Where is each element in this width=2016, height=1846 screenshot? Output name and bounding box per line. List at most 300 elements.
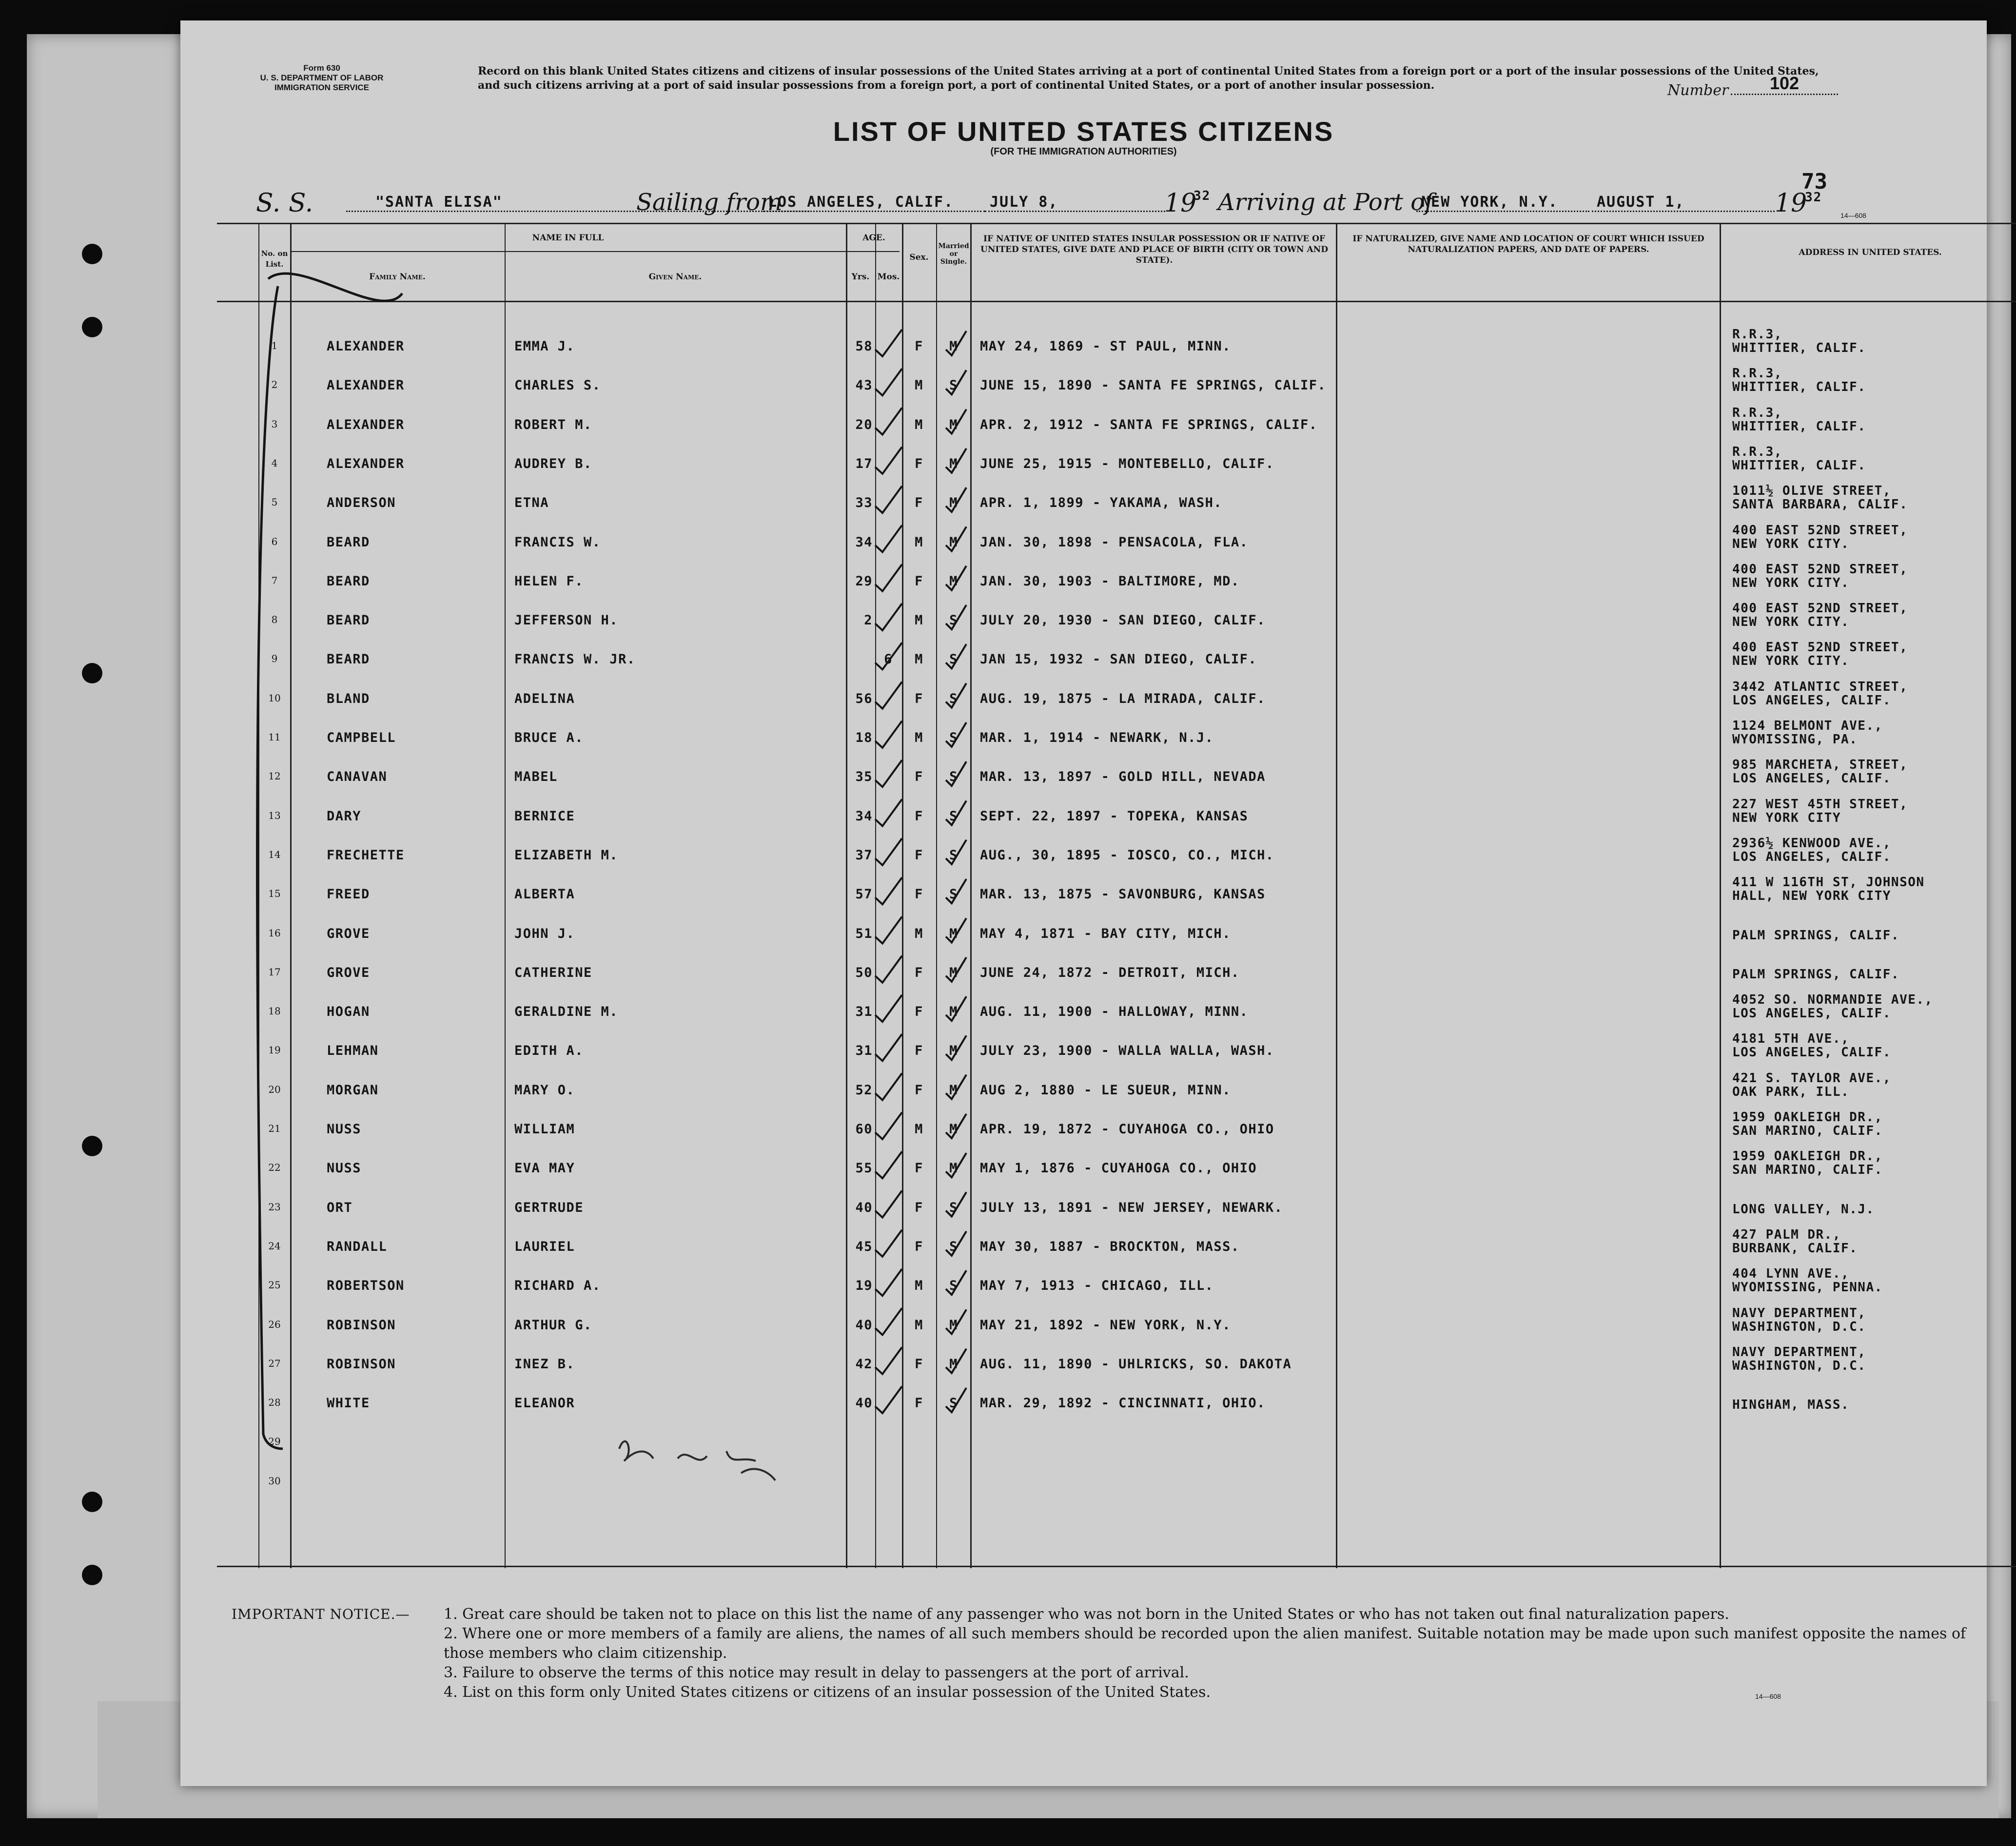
cell-yrs: 52 bbox=[855, 1082, 873, 1098]
cell-address-line1: 411 W 116TH ST, JOHNSON bbox=[1732, 875, 1925, 890]
cell-family: ALEXANDER bbox=[327, 417, 405, 432]
cell-ms: S bbox=[949, 769, 958, 785]
cell-family: RANDALL bbox=[327, 1239, 388, 1254]
header-yrs: Yrs. bbox=[851, 272, 870, 282]
check-mark bbox=[946, 1310, 966, 1334]
number-value: 102 bbox=[1731, 73, 1838, 95]
cell-yrs: 31 bbox=[855, 1043, 873, 1059]
header-name-in-full: NAME IN FULL bbox=[532, 233, 604, 243]
cell-ms: M bbox=[949, 926, 958, 941]
cell-yrs: 40 bbox=[855, 1396, 873, 1411]
cell-yrs: 40 bbox=[855, 1317, 873, 1333]
cell-address-line2: WHITTIER, CALIF. bbox=[1732, 380, 1866, 395]
cell-address-line1: 4052 SO. NORMANDIE AVE., bbox=[1732, 992, 1933, 1008]
cell-given: AUDREY B. bbox=[514, 456, 592, 471]
check-mark bbox=[875, 799, 902, 826]
cell-given: GERALDINE M. bbox=[514, 1004, 619, 1020]
cell-family: FRECHETTE bbox=[327, 847, 405, 863]
check-mark bbox=[946, 331, 966, 355]
cell-address-line1: R.R.3, bbox=[1732, 327, 1782, 342]
check-mark bbox=[875, 956, 902, 983]
sailing-label: Sailing from bbox=[636, 189, 783, 216]
check-mark bbox=[946, 1035, 966, 1060]
check-mark bbox=[875, 642, 902, 669]
check-mark bbox=[875, 838, 902, 865]
cell-yrs: 35 bbox=[855, 769, 873, 785]
row-number: 25 bbox=[268, 1279, 281, 1291]
check-mark bbox=[946, 761, 966, 786]
row-number: 26 bbox=[268, 1318, 281, 1330]
cell-birth: AUG. 11, 1890 - UHLRICKS, SO. DAKOTA bbox=[980, 1356, 1292, 1372]
row-number: 29 bbox=[268, 1436, 281, 1448]
year-prefix-2: 19 bbox=[1775, 189, 1807, 218]
row-number: 2 bbox=[271, 379, 278, 391]
check-mark bbox=[946, 566, 966, 590]
row-number: 30 bbox=[268, 1475, 281, 1487]
row-number: 12 bbox=[268, 770, 281, 782]
cell-address-line2: LOS ANGELES, CALIF. bbox=[1732, 1045, 1891, 1060]
cell-family: BEARD bbox=[327, 652, 370, 667]
cell-birth: AUG 2, 1880 - LE SUEUR, MINN. bbox=[980, 1082, 1231, 1098]
cell-address-line2: LOS ANGELES, CALIF. bbox=[1732, 693, 1891, 708]
cell-yrs: 56 bbox=[855, 691, 873, 706]
cell-given: FRANCIS W. JR. bbox=[514, 652, 636, 667]
row-number: 27 bbox=[268, 1357, 281, 1369]
check-mark bbox=[875, 1112, 902, 1139]
cell-yrs: 29 bbox=[855, 573, 873, 589]
cell-sex: F bbox=[915, 769, 923, 785]
check-mark bbox=[875, 486, 902, 513]
department: U. S. DEPARTMENT OF LABOR bbox=[260, 73, 384, 82]
cell-sex: F bbox=[915, 339, 923, 354]
cell-address-line2: BURBANK, CALIF. bbox=[1732, 1241, 1858, 1256]
cell-given: EMMA J. bbox=[514, 339, 575, 354]
cell-family: LEHMAN bbox=[327, 1043, 379, 1059]
cell-sex: M bbox=[915, 1122, 923, 1137]
check-mark bbox=[875, 877, 902, 904]
row-number: 11 bbox=[268, 731, 281, 743]
cell-address-line2: WYOMISSING, PENNA. bbox=[1732, 1280, 1883, 1295]
cell-given: ELEANOR bbox=[514, 1396, 575, 1411]
check-mark bbox=[875, 1347, 902, 1374]
cell-given: FRANCIS W. bbox=[514, 534, 601, 550]
cell-sex: F bbox=[915, 1239, 923, 1254]
cell-sex: F bbox=[915, 847, 923, 863]
cell-address-line1: 227 WEST 45TH STREET, bbox=[1732, 797, 1908, 812]
check-mark bbox=[946, 527, 966, 551]
handwritten-marks bbox=[180, 20, 1987, 1786]
check-mark bbox=[946, 1153, 966, 1177]
row-number: 28 bbox=[268, 1397, 281, 1409]
cell-family: ALEXANDER bbox=[327, 456, 405, 471]
cell-yrs: 45 bbox=[855, 1239, 873, 1254]
cell-family: ROBINSON bbox=[327, 1317, 396, 1333]
handwritten-signature bbox=[619, 1441, 775, 1480]
cell-address-line2: SANTA BARBARA, CALIF. bbox=[1732, 497, 1908, 512]
cell-given: JOHN J. bbox=[514, 926, 575, 941]
cell-sex: F bbox=[915, 573, 923, 589]
cell-address-line2: WHITTIER, CALIF. bbox=[1732, 458, 1866, 473]
check-mark bbox=[946, 1231, 966, 1256]
check-mark bbox=[875, 447, 902, 474]
check-mark bbox=[875, 1191, 902, 1218]
check-mark bbox=[875, 721, 902, 748]
header-sex: Sex. bbox=[909, 253, 929, 262]
check-mark bbox=[946, 683, 966, 708]
check-mark bbox=[946, 1114, 966, 1138]
binder-hole bbox=[82, 1136, 102, 1156]
check-mark bbox=[875, 760, 902, 787]
cell-family: CAMPBELL bbox=[327, 730, 396, 745]
cell-given: GERTRUDE bbox=[514, 1200, 584, 1215]
cell-family: NUSS bbox=[327, 1161, 362, 1176]
binder-hole bbox=[82, 244, 102, 264]
cell-ms: M bbox=[949, 456, 958, 471]
cell-sex: M bbox=[915, 1317, 923, 1333]
cell-ms: M bbox=[949, 495, 958, 511]
cell-ms: S bbox=[949, 1278, 958, 1294]
cell-address-line2: LONG VALLEY, N.J. bbox=[1732, 1202, 1875, 1217]
cell-ms: M bbox=[949, 1161, 958, 1176]
cell-birth: APR. 2, 1912 - SANTA FE SPRINGS, CALIF. bbox=[980, 417, 1318, 432]
row-number: 18 bbox=[268, 1005, 281, 1017]
cell-birth: JUNE 15, 1890 - SANTA FE SPRINGS, CALIF. bbox=[980, 378, 1327, 393]
cell-ms: S bbox=[949, 808, 958, 824]
cell-yrs: 17 bbox=[855, 456, 873, 471]
year-prefix: 19 bbox=[1164, 189, 1197, 218]
cell-yrs: 58 bbox=[855, 339, 873, 354]
cell-ms: M bbox=[949, 573, 958, 589]
cell-mos: 6 bbox=[884, 652, 893, 667]
cell-birth: MAR. 1, 1914 - NEWARK, N.J. bbox=[980, 730, 1214, 745]
notice-item: 2. Where one or more members of a family are aliens, the names of all such members should be recorded upon the alien manifest. Suitable notation may be made upon such manifest opposite the names of those members who claim citizenship. bbox=[444, 1625, 1966, 1662]
cell-birth: APR. 19, 1872 - CUYAHOGA CO., OHIO bbox=[980, 1122, 1274, 1137]
cell-family: ALEXANDER bbox=[327, 339, 405, 354]
cell-sex: F bbox=[915, 1043, 923, 1059]
check-mark bbox=[875, 408, 902, 435]
check-mark bbox=[875, 330, 902, 356]
cell-birth: MAY 30, 1887 - BROCKTON, MASS. bbox=[980, 1239, 1240, 1254]
cell-ms: M bbox=[949, 1122, 958, 1137]
check-mark bbox=[946, 996, 966, 1021]
cell-address-line1: 1959 OAKLEIGH DR., bbox=[1732, 1149, 1883, 1164]
cell-given: ROBERT M. bbox=[514, 417, 592, 432]
cell-yrs: 19 bbox=[855, 1278, 873, 1294]
cell-family: GROVE bbox=[327, 965, 370, 980]
cell-given: CHARLES S. bbox=[514, 378, 601, 393]
row-number: 8 bbox=[271, 614, 278, 626]
row-number: 19 bbox=[268, 1044, 281, 1056]
cell-family: MORGAN bbox=[327, 1082, 379, 1098]
cell-birth: MAR. 13, 1897 - GOLD HILL, NEVADA bbox=[980, 769, 1266, 785]
cell-ms: M bbox=[949, 1082, 958, 1098]
cell-ms: M bbox=[949, 417, 958, 432]
notice-item: 4. List on this form only United States citizens or citizens of an insular possession of the United States. bbox=[444, 1684, 1211, 1701]
row-number: 21 bbox=[268, 1123, 281, 1134]
cell-address-line1: 1959 OAKLEIGH DR., bbox=[1732, 1110, 1883, 1125]
cell-sex: F bbox=[915, 965, 923, 980]
row-number: 7 bbox=[271, 574, 278, 586]
check-marks bbox=[875, 330, 966, 1413]
cell-address-line2: NEW YORK CITY. bbox=[1732, 575, 1850, 590]
row-number: 10 bbox=[268, 692, 281, 704]
cell-address-line1: R.R.3, bbox=[1732, 405, 1782, 420]
cell-family: DARY bbox=[327, 808, 362, 824]
check-mark bbox=[946, 918, 966, 943]
cell-birth: JULY 20, 1930 - SAN DIEGO, CALIF. bbox=[980, 613, 1266, 628]
row-number: 16 bbox=[268, 927, 281, 939]
cell-address-line2: SAN MARINO, CALIF. bbox=[1732, 1163, 1883, 1178]
cell-address-line2: NEW YORK CITY. bbox=[1732, 654, 1850, 669]
cell-sex: F bbox=[915, 1082, 923, 1098]
cell-sex: F bbox=[915, 1356, 923, 1372]
cell-family: ANDERSON bbox=[327, 495, 396, 511]
header-given-name: Given Name. bbox=[648, 272, 702, 282]
cell-address-line1: 985 MARCHETA, STREET, bbox=[1732, 758, 1908, 773]
cell-family: BEARD bbox=[327, 613, 370, 628]
cell-family: CANAVAN bbox=[327, 769, 388, 785]
cell-ms: S bbox=[949, 1200, 958, 1215]
cell-ms: S bbox=[949, 613, 958, 628]
cell-yrs: 34 bbox=[855, 534, 873, 550]
cell-ms: M bbox=[949, 1317, 958, 1333]
cell-family: HOGAN bbox=[327, 1004, 370, 1020]
check-mark bbox=[946, 1349, 966, 1373]
cell-address-line2: WYOMISSING, PA. bbox=[1732, 732, 1858, 747]
cell-yrs: 33 bbox=[855, 495, 873, 511]
cell-yrs: 34 bbox=[855, 808, 873, 824]
cell-ms: S bbox=[949, 691, 958, 706]
cell-address-line2: PALM SPRINGS, CALIF. bbox=[1732, 967, 1900, 982]
page-subtitle: (FOR THE IMMIGRATION AUTHORITIES) bbox=[990, 146, 1177, 157]
check-mark bbox=[946, 409, 966, 434]
cell-birth: MAY 7, 1913 - CHICAGO, ILL. bbox=[980, 1278, 1214, 1294]
cell-birth: MAY 24, 1869 - ST PAUL, MINN. bbox=[980, 339, 1231, 354]
cell-address-line1: 427 PALM DR., bbox=[1732, 1227, 1841, 1242]
cell-address-line1: 3442 ATLANTIC STREET, bbox=[1732, 679, 1908, 694]
page-title: LIST OF UNITED STATES CITIZENS bbox=[833, 116, 1334, 147]
row-number: 20 bbox=[268, 1083, 281, 1095]
header-married-single: Married or Single. bbox=[938, 242, 969, 266]
cell-family: ROBERTSON bbox=[327, 1278, 405, 1294]
cell-birth: JAN. 30, 1898 - PENSACOLA, FLA. bbox=[980, 534, 1249, 550]
check-mark bbox=[875, 603, 902, 630]
header-age: AGE. bbox=[862, 233, 885, 243]
cell-family: NUSS bbox=[327, 1122, 362, 1137]
row-number: 23 bbox=[268, 1201, 281, 1213]
cell-ms: M bbox=[949, 1004, 958, 1020]
check-mark bbox=[946, 370, 966, 394]
cell-address-line2: WHITTIER, CALIF. bbox=[1732, 341, 1866, 355]
cell-sex: M bbox=[915, 730, 923, 745]
check-mark bbox=[875, 369, 902, 395]
row-number: 14 bbox=[268, 848, 281, 860]
cell-sex: F bbox=[915, 808, 923, 824]
cell-address-line1: 421 S. TAYLOR AVE., bbox=[1732, 1070, 1891, 1086]
page-mark: 73 bbox=[1801, 169, 1827, 194]
cell-address-line1: 2936½ KENWOOD AVE., bbox=[1732, 836, 1891, 851]
form-number: Form 630 bbox=[303, 63, 340, 73]
header-family-name: Family Name. bbox=[369, 272, 426, 282]
cell-birth: JULY 13, 1891 - NEW JERSEY, NEWARK. bbox=[980, 1200, 1283, 1215]
check-mark bbox=[875, 1151, 902, 1178]
row-number: 6 bbox=[271, 535, 278, 547]
check-mark bbox=[946, 487, 966, 512]
cell-address-line1: 400 EAST 52ND STREET, bbox=[1732, 601, 1908, 616]
notice-heading: IMPORTANT NOTICE.— bbox=[232, 1606, 410, 1622]
cell-birth: APR. 1, 1899 - YAKAMA, WASH. bbox=[980, 495, 1223, 511]
row-number: 22 bbox=[268, 1162, 281, 1174]
cell-birth: JAN. 30, 1903 - BALTIMORE, MD. bbox=[980, 573, 1240, 589]
cell-address-line2: HINGHAM, MASS. bbox=[1732, 1398, 1850, 1413]
cell-ms: S bbox=[949, 378, 958, 393]
binder-hole bbox=[82, 663, 102, 683]
check-mark bbox=[946, 605, 966, 629]
row-number: 3 bbox=[271, 418, 278, 430]
cell-family: ALEXANDER bbox=[327, 378, 405, 393]
check-mark bbox=[946, 957, 966, 982]
cell-given: JEFFERSON H. bbox=[514, 613, 619, 628]
check-mark bbox=[946, 1075, 966, 1099]
cell-given: BERNICE bbox=[514, 808, 575, 824]
cell-birth: AUG. 19, 1875 - LA MIRADA, CALIF. bbox=[980, 691, 1266, 706]
cell-birth: MAY 4, 1871 - BAY CITY, MICH. bbox=[980, 926, 1231, 941]
check-mark bbox=[946, 879, 966, 903]
cell-sex: F bbox=[915, 1004, 923, 1020]
cell-address-line2: OAK PARK, ILL. bbox=[1732, 1084, 1850, 1099]
from-year: 32 bbox=[1194, 189, 1211, 203]
cell-given: HELEN F. bbox=[514, 573, 584, 589]
cell-given: MARY O. bbox=[514, 1082, 575, 1098]
check-mark bbox=[875, 917, 902, 944]
check-mark bbox=[946, 448, 966, 473]
cell-sex: M bbox=[915, 534, 923, 550]
cell-birth: MAY 1, 1876 - CUYAHOGA CO., OHIO bbox=[980, 1161, 1257, 1176]
cell-address-line1: 404 LYNN AVE., bbox=[1732, 1266, 1850, 1282]
row-number: 4 bbox=[271, 457, 278, 469]
row-number: 15 bbox=[268, 888, 281, 900]
print-code: 14—608 bbox=[1840, 212, 1866, 219]
cell-address-line2: WHITTIER, CALIF. bbox=[1732, 419, 1866, 434]
cell-address-line2: NEW YORK CITY bbox=[1732, 810, 1841, 825]
cell-yrs: 37 bbox=[855, 847, 873, 863]
cell-given: RICHARD A. bbox=[514, 1278, 601, 1294]
check-mark bbox=[875, 1308, 902, 1335]
header-birth: IF NATIVE OF UNITED STATES INSULAR POSSESSION OR IF NATIVE OF UNITED STATES, GIVE DATE AND PLACE OF BIRTH (CITY OR TOWN AND STATE). bbox=[980, 234, 1328, 265]
cell-address-line1: 1011½ OLIVE STREET, bbox=[1732, 484, 1891, 499]
cell-family: BEARD bbox=[327, 534, 370, 550]
row-number: 1 bbox=[271, 340, 278, 351]
cell-birth: MAR. 29, 1892 - CINCINNATI, OHIO. bbox=[980, 1396, 1266, 1411]
cell-address-line2: HALL, NEW YORK CITY bbox=[1732, 889, 1891, 904]
record-instructions: Record on this blank United States citizens and citizens of insular possessions of the United States arriving at a port of continental United States from a foreign port or a port of the insular possessions of the United States, and such citizens arriving at a port of said insular possessions from a foreign port, a port of continental United States, or a port of another insular possession. bbox=[478, 65, 1819, 92]
cell-birth: SEPT. 22, 1897 - TOPEKA, KANSAS bbox=[980, 808, 1249, 824]
ship-name: "SANTA ELISA" bbox=[346, 194, 809, 212]
cell-yrs: 42 bbox=[855, 1356, 873, 1372]
to-port: NEW YORK, N.Y. bbox=[1416, 194, 1589, 212]
cell-ms: S bbox=[949, 652, 958, 667]
cell-birth: AUG., 30, 1895 - IOSCO, CO., MICH. bbox=[980, 847, 1274, 863]
check-mark bbox=[875, 682, 902, 709]
cell-ms: M bbox=[949, 1356, 958, 1372]
cell-given: ETNA bbox=[514, 495, 549, 511]
cell-address-line2: SAN MARINO, CALIF. bbox=[1732, 1124, 1883, 1138]
check-mark bbox=[875, 564, 902, 591]
cell-ms: S bbox=[949, 1396, 958, 1411]
notice-item: 3. Failure to observe the terms of this notice may result in delay to passengers at the port of arrival. bbox=[444, 1664, 1189, 1681]
to-date: AUGUST 1, bbox=[1592, 194, 1775, 212]
cell-given: BRUCE A. bbox=[514, 730, 584, 745]
cell-yrs: 2 bbox=[864, 613, 873, 628]
cell-sex: F bbox=[915, 495, 923, 511]
cell-sex: F bbox=[915, 887, 923, 902]
row-number: 9 bbox=[271, 653, 278, 665]
cell-given: EDITH A. bbox=[514, 1043, 584, 1059]
cell-ms: M bbox=[949, 534, 958, 550]
check-mark bbox=[946, 1192, 966, 1217]
binder-hole bbox=[82, 317, 102, 337]
cell-address-line1: 4181 5TH AVE., bbox=[1732, 1031, 1850, 1047]
cell-ms: S bbox=[949, 1239, 958, 1254]
cell-address-line2: WASHINGTON, D.C. bbox=[1732, 1319, 1866, 1334]
cell-yrs: 18 bbox=[855, 730, 873, 745]
cell-family: ROBINSON bbox=[327, 1356, 396, 1372]
cell-sex: F bbox=[915, 1161, 923, 1176]
row-number: 5 bbox=[271, 496, 278, 508]
cell-sex: M bbox=[915, 613, 923, 628]
cell-yrs: 55 bbox=[855, 1161, 873, 1176]
cell-yrs: 40 bbox=[855, 1200, 873, 1215]
cell-family: BLAND bbox=[327, 691, 370, 706]
cell-address-line2: NEW YORK CITY. bbox=[1732, 615, 1850, 630]
cell-ms: S bbox=[949, 887, 958, 902]
to-year: 32 bbox=[1805, 190, 1822, 205]
cell-sex: F bbox=[915, 1396, 923, 1411]
cell-family: FREED bbox=[327, 887, 370, 902]
cell-address-line2: NEW YORK CITY. bbox=[1732, 536, 1850, 551]
cell-given: ADELINA bbox=[514, 691, 575, 706]
notice-item: 1. Great care should be taken not to place on this list the name of any passenger who was not born in the United States or who has not taken out final naturalization papers. bbox=[444, 1606, 1729, 1623]
row-number: 17 bbox=[268, 966, 281, 978]
cell-ms: S bbox=[949, 847, 958, 863]
cell-address-line2: PALM SPRINGS, CALIF. bbox=[1732, 928, 1900, 943]
check-mark bbox=[946, 1388, 966, 1412]
cell-yrs: 43 bbox=[855, 378, 873, 393]
cell-address-line2: LOS ANGELES, CALIF. bbox=[1732, 1006, 1891, 1021]
cell-given: INEZ B. bbox=[514, 1356, 575, 1372]
cell-birth: JUNE 25, 1915 - MONTEBELLO, CALIF. bbox=[980, 456, 1274, 471]
cell-address-line1: 400 EAST 52ND STREET, bbox=[1732, 562, 1908, 577]
cell-given: WILLIAM bbox=[514, 1122, 575, 1137]
cell-sex: F bbox=[915, 691, 923, 706]
cell-sex: M bbox=[915, 652, 923, 667]
ss-label: S. S. bbox=[256, 189, 313, 218]
cell-address-line1: R.R.3, bbox=[1732, 366, 1782, 381]
cell-yrs: 60 bbox=[855, 1122, 873, 1137]
check-mark bbox=[946, 1270, 966, 1295]
from-port: LOS ANGELES, CALIF. bbox=[763, 194, 985, 212]
cell-address-line1: 400 EAST 52ND STREET, bbox=[1732, 523, 1908, 538]
arriving-label: Arriving at Port of bbox=[1218, 189, 1433, 216]
check-mark bbox=[946, 722, 966, 747]
cell-given: MABEL bbox=[514, 769, 558, 785]
header-naturalized: IF NATURALIZED, GIVE NAME AND LOCATION OF COURT WHICH ISSUED NATURALIZATION PAPERS, AND DATE OF PAPERS. bbox=[1352, 234, 1704, 254]
check-mark bbox=[875, 1034, 902, 1061]
cell-family: WHITE bbox=[327, 1396, 370, 1411]
binder-hole bbox=[82, 1565, 102, 1585]
cell-address-line2: LOS ANGELES, CALIF. bbox=[1732, 771, 1891, 786]
cell-address-line1: NAVY DEPARTMENT, bbox=[1732, 1305, 1866, 1321]
